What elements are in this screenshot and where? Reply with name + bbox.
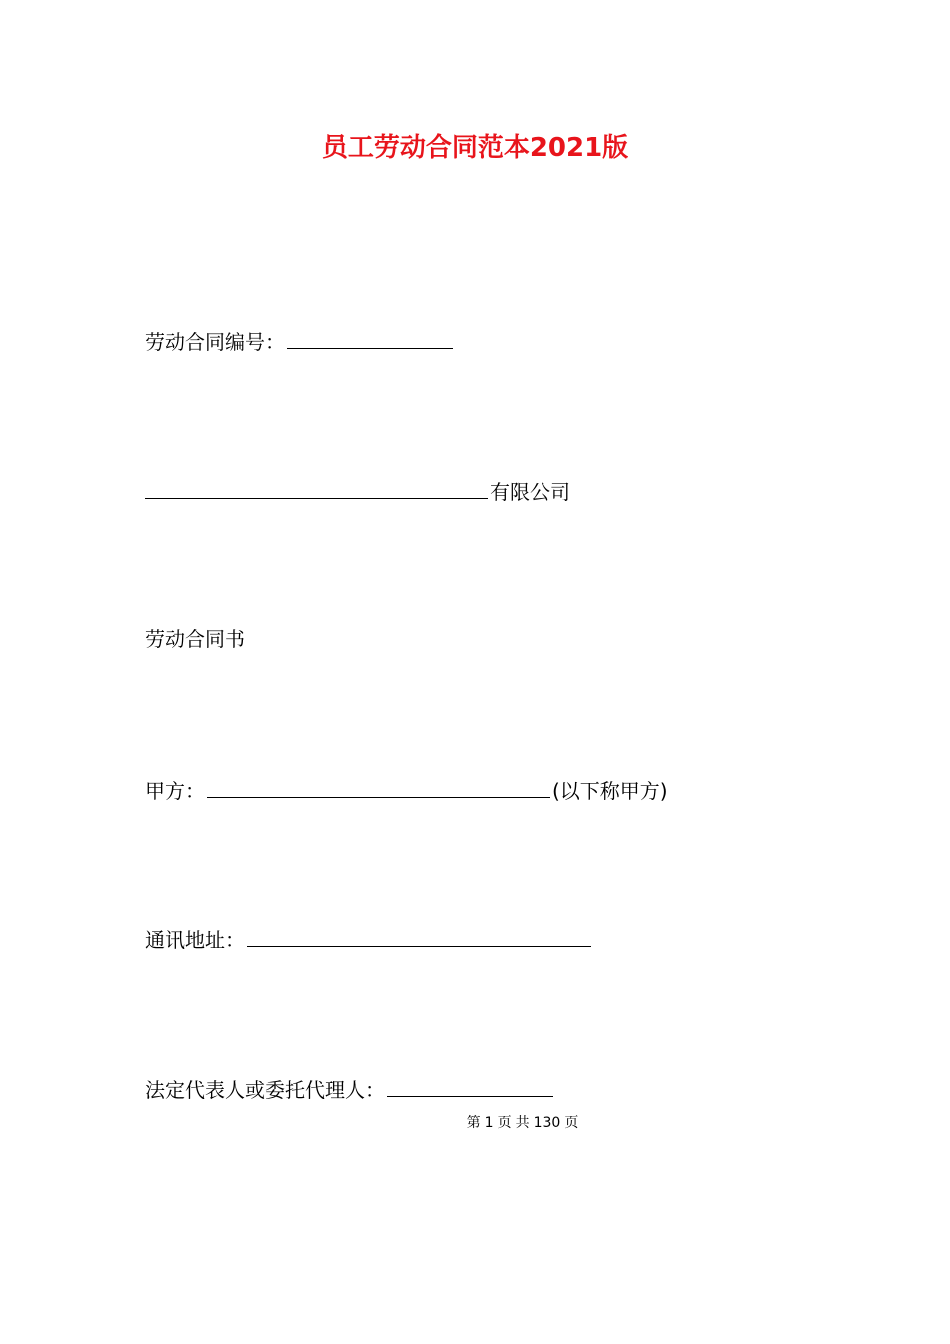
company-name-blank [145, 476, 488, 499]
representative-blank [387, 1074, 553, 1097]
footer-page-word: 页 [497, 1115, 512, 1131]
contract-number-line [145, 326, 455, 356]
representative-label: 法定代表人或委托代理人： [145, 1078, 385, 1102]
contract-number-label: 劳动合同编号： [145, 330, 285, 354]
address-blank [247, 924, 591, 947]
party-a-suffix: (以下称甲方) [552, 779, 668, 803]
address-line [145, 924, 593, 954]
footer-current-page: 1 [484, 1115, 494, 1131]
representative-line [145, 1074, 555, 1104]
footer-total-prefix: 共 [515, 1115, 530, 1131]
page-footer [0, 1113, 950, 1133]
contract-heading-text: 劳动合同书 [145, 627, 245, 651]
contract-heading [145, 625, 245, 653]
footer-total-suffix: 页 [564, 1115, 579, 1131]
party-a-label: 甲方： [145, 779, 205, 803]
party-a-blank [207, 775, 550, 798]
party-a-line [145, 775, 668, 805]
company-suffix: 有限公司 [490, 480, 570, 504]
footer-prefix: 第 [466, 1115, 481, 1131]
address-label: 通讯地址： [145, 928, 245, 952]
document-title: 员工劳动合同范本2021版 [321, 133, 629, 163]
footer-total-pages: 130 [533, 1115, 561, 1131]
contract-number-blank [287, 326, 453, 349]
company-line [145, 476, 570, 506]
